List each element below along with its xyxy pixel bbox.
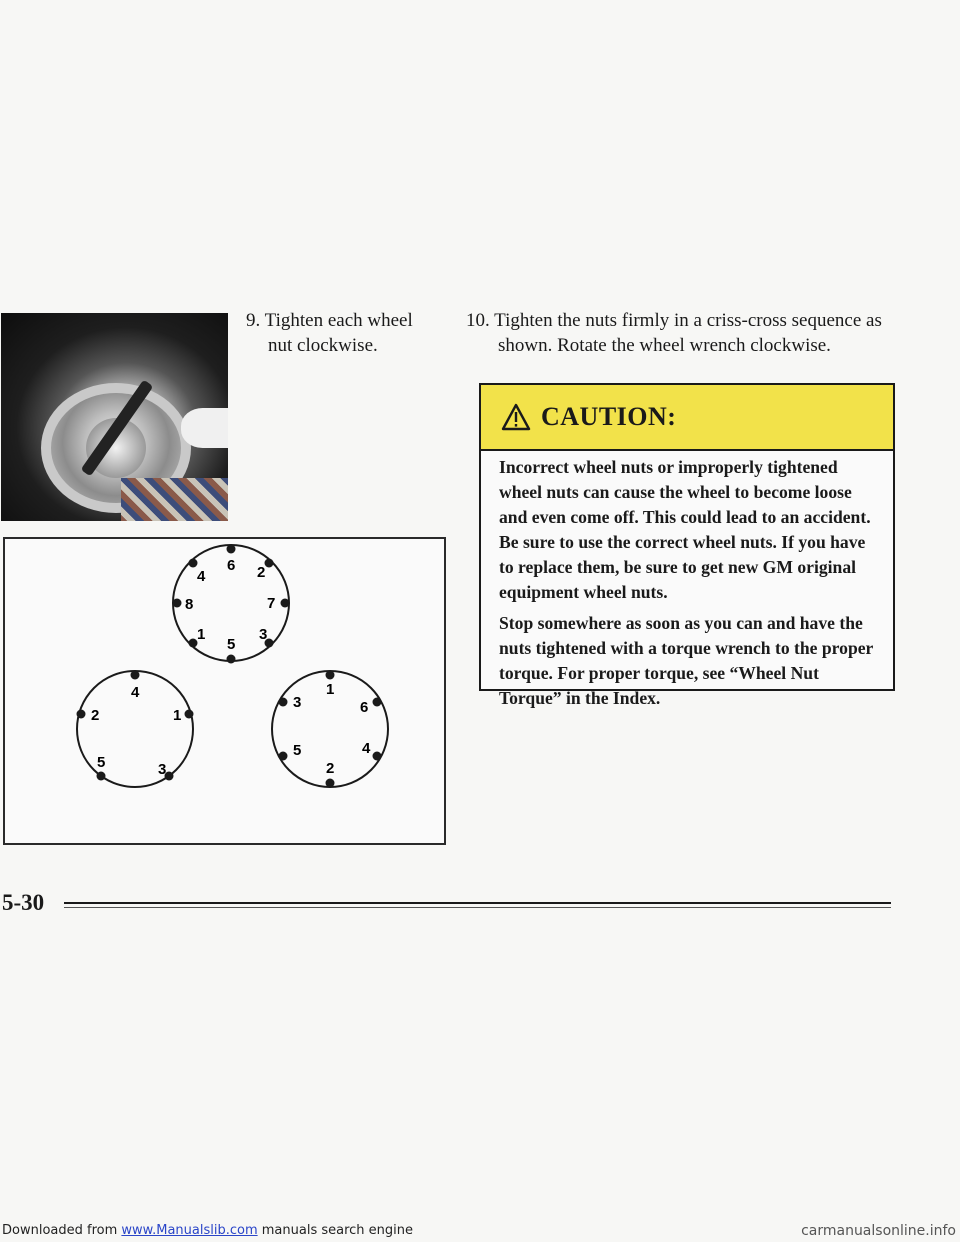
caution-paragraph-2: Stop somewhere as soon as you can and have the nuts tightened with a torque wrench to the proper torque. For proper torque, see “Wheel Nut Torque” in the Index.: [499, 613, 874, 708]
footer-rule-thin: [64, 907, 891, 908]
page-number: 5-30: [2, 890, 45, 915]
nut-dot: [173, 599, 182, 608]
nut-label-1: 1: [326, 681, 335, 698]
nut-label-3: 3: [158, 761, 167, 778]
nut-sequence-diagram: [3, 537, 446, 845]
nut-label-3: 3: [259, 626, 268, 643]
six-nut-wheel: [272, 671, 388, 788]
nut-dot: [185, 710, 194, 719]
step-10: [466, 308, 906, 358]
nut-label-4: 4: [197, 568, 206, 585]
gloved-hand: [181, 408, 228, 448]
manualslib-link[interactable]: www.Manualslib.com: [121, 1223, 258, 1238]
nut-dot: [281, 599, 290, 608]
nut-label-2: 2: [326, 760, 335, 777]
nut-dot: [97, 772, 106, 781]
nut-label-6: 6: [360, 699, 369, 716]
nut-dot: [77, 710, 86, 719]
footer-rule: [64, 902, 891, 904]
nut-dot: [131, 671, 140, 680]
step-9: [246, 308, 446, 358]
nut-label-5: 5: [227, 636, 236, 653]
caution-box: [479, 383, 895, 708]
step-9-line1: Tighten each wheel: [264, 310, 413, 331]
nut-label-1: 1: [173, 707, 182, 724]
step-10-line2: shown. Rotate the wheel wrench clockwise.: [498, 335, 831, 356]
step-9-line2: nut clockwise.: [268, 335, 378, 356]
nut-dot: [279, 698, 288, 707]
nut-dot: [279, 752, 288, 761]
nut-label-7: 7: [267, 595, 276, 612]
nut-dot: [373, 698, 382, 707]
plaid-sleeve: [121, 478, 228, 521]
nut-label-4: 4: [362, 740, 371, 757]
step-10-number: 10.: [466, 310, 490, 331]
nut-label-2: 2: [257, 564, 266, 581]
nut-dot: [265, 559, 274, 568]
download-footer: [2, 1223, 413, 1239]
footer-suffix: manuals search engine: [257, 1223, 414, 1238]
five-nut-wheel: [77, 671, 194, 788]
nut-dot: [373, 752, 382, 761]
wheel-photo: [1, 313, 228, 521]
nut-dot: [189, 559, 198, 568]
caution-header: [481, 385, 893, 451]
nut-dot: [227, 655, 236, 664]
caution-paragraph-1: Incorrect wheel nuts or improperly tightened wheel nuts can cause the wheel to become loose and even come off. This could lead to an accident. Be sure to use the correct wheel nuts. If you have to replace them, be sure to get new GM original equipment wheel nuts.: [499, 457, 871, 602]
nut-label-3: 3: [293, 694, 302, 711]
step-10-line1: Tighten the nuts firmly in a criss-cross sequence as: [494, 310, 882, 331]
caution-body: [499, 455, 879, 717]
watermark-text: carmanualsonline.info: [801, 1223, 956, 1239]
step-9-number: 9.: [246, 310, 261, 331]
nut-label-4: 4: [131, 684, 140, 701]
footer-prefix: Downloaded from: [2, 1223, 122, 1238]
warning-triangle-icon: [501, 403, 531, 431]
nut-label-5: 5: [97, 754, 106, 771]
caution-title: CAUTION:: [541, 402, 677, 431]
nut-sequence-svg: [5, 539, 444, 843]
nut-label-1: 1: [197, 626, 206, 643]
eight-nut-wheel: [173, 545, 290, 664]
nut-label-2: 2: [91, 707, 100, 724]
nut-label-8: 8: [185, 596, 194, 613]
nut-label-5: 5: [293, 742, 302, 759]
nut-dot: [227, 545, 236, 554]
nut-dot: [326, 671, 335, 680]
nut-dot: [326, 779, 335, 788]
nut-label-6: 6: [227, 557, 236, 574]
